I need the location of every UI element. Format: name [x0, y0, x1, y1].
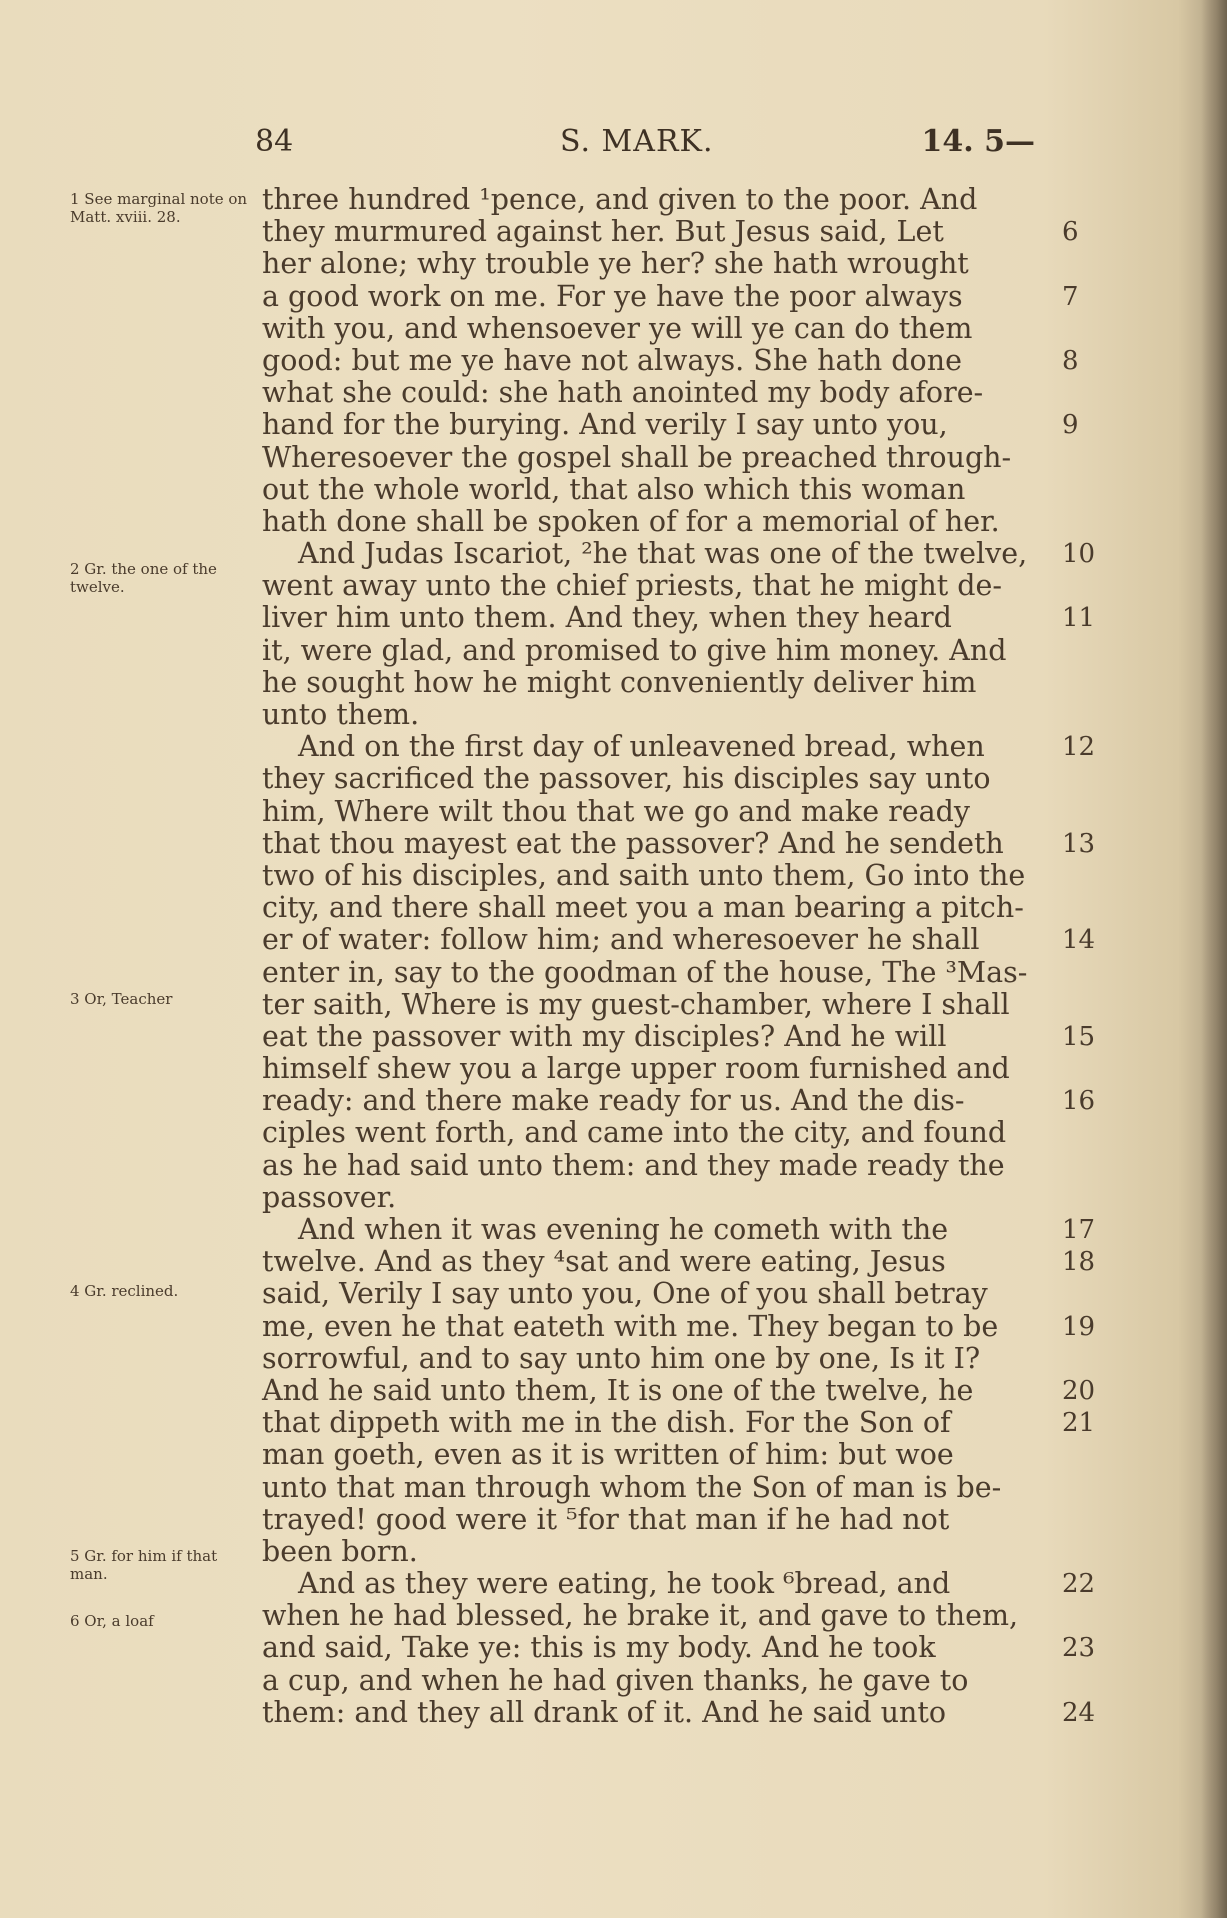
- line-text: unto them.: [262, 698, 420, 731]
- line-text: twelve. And as they ⁴sat and were eating, Jesus: [262, 1245, 946, 1279]
- verse-number: 20: [1062, 1375, 1096, 1406]
- line-text: ciples went forth, and came into the city, and found: [262, 1116, 1007, 1150]
- text-line: [262, 1695, 1096, 1729]
- line-text: ter saith, Where is my guest-chamber, where I shall: [262, 987, 1010, 1021]
- scripture-text: [262, 183, 1096, 1729]
- page-number: 84: [255, 124, 294, 159]
- text-line: [262, 313, 1042, 345]
- line-text: liver him unto them. And they, when they heard: [262, 601, 952, 635]
- margin-note-2: 2 Gr. the one of the twelve.: [70, 560, 217, 596]
- line-text: three hundred ¹pence, and given to the poor. And: [262, 183, 978, 216]
- text-line: [262, 474, 1042, 506]
- text-line: [262, 923, 1096, 957]
- line-text: passover.: [262, 1180, 397, 1214]
- text-line: [262, 1406, 1096, 1440]
- line-text: eat the passover with my disciples? And he will: [262, 1019, 947, 1053]
- text-line: [262, 763, 1042, 795]
- text-line: [262, 892, 1042, 924]
- text-line: [262, 377, 1042, 409]
- margin-note-6: 6 Or, a loaf: [70, 1612, 154, 1630]
- line-text: with you, and whensoever ye will ye can do them: [262, 311, 973, 345]
- line-text: Wheresoever the gospel shall be preached through-: [262, 440, 1012, 474]
- text-line: [262, 506, 1042, 538]
- line-text: a cup, and when he had given thanks, he gave to: [262, 1663, 969, 1697]
- text-line: [262, 1117, 1042, 1149]
- verse-number: 19: [1062, 1311, 1096, 1342]
- line-text: enter in, say to the goodman of the house, The ³Mas-: [262, 955, 1028, 989]
- line-text: him, Where wilt thou that we go and make ready: [262, 794, 970, 828]
- verse-number: 11: [1062, 603, 1096, 634]
- text-line: [262, 699, 1042, 731]
- text-line: [262, 184, 1042, 216]
- text-line: [262, 667, 1042, 699]
- line-text: a good work on me. For ye have the poor always: [262, 279, 963, 313]
- text-line: [262, 1278, 1042, 1310]
- verse-number: 8: [1062, 345, 1079, 376]
- line-text: her alone; why trouble ye her? she hath wrought: [262, 247, 969, 281]
- text-line: [262, 1019, 1096, 1053]
- verse-number: 18: [1062, 1247, 1096, 1278]
- line-text: And Judas Iscariot, ²he that was one of the twelve,: [298, 537, 1028, 571]
- line-text: And he said unto them, It is one of the twelve, he: [262, 1373, 974, 1407]
- verse-number: 6: [1062, 217, 1079, 248]
- chapter-reference: 14. 5—: [921, 124, 1035, 159]
- line-text: unto that man through whom the Son of man is be-: [262, 1470, 1002, 1504]
- verse-number: 14: [1062, 925, 1096, 956]
- text-line: [262, 601, 1096, 635]
- text-line: [262, 408, 1079, 442]
- text-line: [262, 957, 1042, 989]
- line-text: ready: and there make ready for us. And the dis-: [262, 1084, 965, 1118]
- line-text: me, even he that eateth with me. They began to be: [262, 1309, 999, 1343]
- text-line: [262, 442, 1042, 474]
- text-line: [262, 796, 1042, 828]
- text-line: [262, 1504, 1042, 1536]
- line-text: as he had said unto them: and they made ready the: [262, 1148, 1005, 1182]
- text-line: [262, 989, 1042, 1021]
- line-text: and said, Take ye: this is my body. And he took: [262, 1631, 936, 1665]
- verse-number: 10: [1062, 539, 1096, 570]
- margin-note-5: 5 Gr. for him if that man.: [70, 1547, 218, 1583]
- line-text: what she could: she hath anointed my body afore-: [262, 376, 984, 410]
- text-line: [262, 279, 1079, 313]
- text-line: [262, 1182, 1042, 1214]
- line-text: And when it was evening he cometh with the: [298, 1213, 949, 1246]
- text-line: [262, 1665, 1042, 1697]
- verse-number: 16: [1062, 1086, 1096, 1117]
- text-line: [262, 215, 1079, 249]
- verse-number: 15: [1062, 1021, 1096, 1052]
- line-text: went away unto the chief priests, that he might de-: [262, 569, 1002, 603]
- text-line: [262, 1600, 1042, 1632]
- text-line: [262, 1084, 1096, 1118]
- line-text: he sought how he might conveniently deliver him: [262, 665, 977, 699]
- verse-number: 24: [1062, 1697, 1096, 1728]
- line-text: when he had blessed, he brake it, and gave to them,: [262, 1599, 1019, 1633]
- line-text: hath done shall be spoken of for a memorial of her.: [262, 504, 1000, 538]
- line-text: hand for the burying. And verily I say unto you,: [262, 408, 948, 442]
- text-line: [262, 570, 1042, 602]
- text-line: [262, 1309, 1096, 1343]
- line-text: they sacrificed the passover, his disciples say unto: [262, 762, 991, 796]
- line-text: they murmured against her. But Jesus said, Let: [262, 215, 944, 249]
- text-line: [262, 1245, 1096, 1279]
- text-line: [262, 343, 1079, 377]
- verse-number: 23: [1062, 1633, 1096, 1664]
- line-text: that thou mayest eat the passover? And he sendeth: [262, 826, 1004, 860]
- line-text: out the whole world, that also which this woman: [262, 472, 966, 506]
- text-line: [262, 1343, 1042, 1375]
- text-line: [262, 730, 1096, 764]
- binding-edge-shadow: [1201, 0, 1227, 1918]
- book-title: S. MARK.: [560, 124, 714, 159]
- line-text: that dippeth with me in the dish. For the Son of: [262, 1406, 951, 1440]
- margin-note-4: 4 Gr. reclined.: [70, 1282, 179, 1300]
- text-line: [262, 1373, 1096, 1407]
- margin-note-3: 3 Or, Teacher: [70, 990, 173, 1008]
- text-line: [262, 1472, 1042, 1504]
- line-text: city, and there shall meet you a man bearing a pitch-: [262, 891, 1024, 925]
- line-text: them: and they all drank of it. And he said unto: [262, 1695, 946, 1729]
- verse-number: 9: [1062, 410, 1079, 441]
- text-line: [262, 1150, 1042, 1182]
- line-text: And as they were eating, he took ⁶bread, and: [298, 1567, 951, 1601]
- verse-number: 21: [1062, 1408, 1096, 1439]
- text-line: [262, 1536, 1042, 1568]
- verse-number: 22: [1062, 1569, 1096, 1600]
- text-line: [262, 1439, 1042, 1471]
- text-line: [262, 1213, 1096, 1246]
- text-line: [262, 1631, 1096, 1665]
- text-line: [262, 537, 1096, 571]
- line-text: said, Verily I say unto you, One of you shall betray: [262, 1277, 988, 1311]
- line-text: er of water: follow him; and wheresoever he shall: [262, 923, 980, 957]
- line-text: sorrowful, and to say unto him one by one, Is it I?: [262, 1341, 981, 1375]
- margin-note-1: 1 See marginal note on Matt. xviii. 28.: [70, 190, 248, 226]
- text-line: [262, 860, 1042, 892]
- line-text: man goeth, even as it is written of him: but woe: [262, 1438, 954, 1472]
- text-line: [262, 1053, 1042, 1085]
- line-text: himself shew you a large upper room furnished and: [262, 1052, 1010, 1086]
- text-line: [262, 248, 1042, 280]
- verse-number: 17: [1062, 1215, 1096, 1245]
- line-text: been born.: [262, 1534, 418, 1568]
- text-line: [262, 826, 1096, 860]
- text-line: [262, 1567, 1096, 1601]
- running-header: [255, 124, 1035, 164]
- line-text: two of his disciples, and saith unto them, Go into the: [262, 858, 1026, 892]
- line-text: trayed! good were it ⁵for that man if he had not: [262, 1502, 950, 1536]
- text-line: [262, 635, 1042, 667]
- line-text: And on the first day of unleavened bread, when: [298, 730, 985, 764]
- verse-number: 13: [1062, 828, 1096, 859]
- line-text: it, were glad, and promised to give him money. And: [262, 633, 1007, 667]
- verse-number: 12: [1062, 732, 1096, 763]
- line-text: good: but me ye have not always. She hath done: [262, 343, 962, 377]
- verse-number: 7: [1062, 281, 1079, 312]
